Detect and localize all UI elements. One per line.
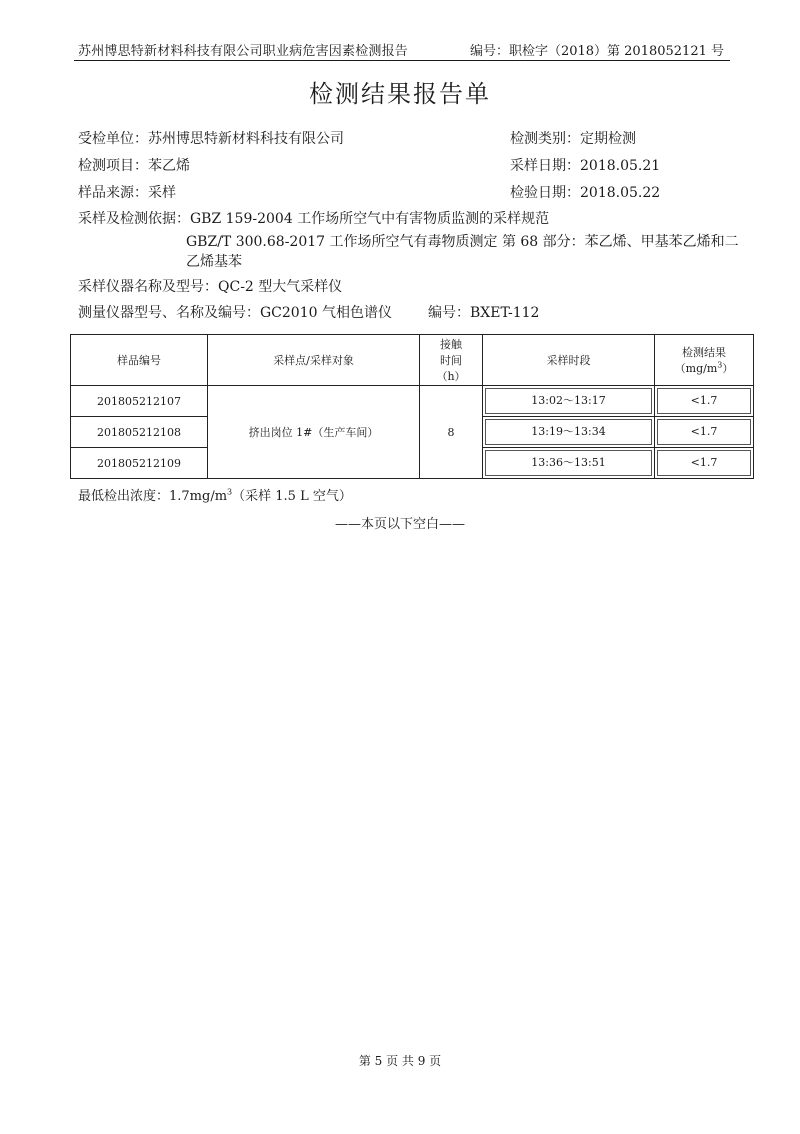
cell-sample-no: 201805212107	[71, 386, 208, 417]
min-conc-prefix: 最低检出浓度：1.7mg/m	[78, 489, 228, 504]
item-row	[78, 155, 190, 175]
sampler-label: 采样仪器名称及型号：	[78, 279, 218, 295]
item-label: 检测项目：	[78, 158, 148, 174]
category-value: 定期检测	[580, 131, 636, 147]
table-header-row	[71, 335, 754, 386]
min-conc-suffix: （采样 1.5 L 空气）	[232, 489, 352, 504]
header-divider	[74, 60, 730, 61]
header-period: 采样时段	[483, 335, 655, 386]
test-date-value: 2018.05.22	[580, 185, 661, 201]
item-value: 苯乙烯	[148, 158, 190, 174]
min-conc-sup: 3	[227, 487, 233, 497]
cell-contact-merged: 8	[420, 386, 483, 479]
cell-sample-no: 201805212109	[71, 448, 208, 479]
client-value: 苏州博思特新材料科技有限公司	[148, 131, 344, 147]
cell-period-text: 13:19～13:34	[485, 419, 652, 445]
header-point: 采样点/采样对象	[208, 335, 420, 386]
instrument-no-label: 编号：	[427, 305, 470, 321]
sample-date-value: 2018.05.21	[580, 158, 661, 174]
header-result-unit	[655, 360, 753, 376]
report-number: 编号：职检字（2018）第 2018052121 号	[469, 44, 724, 59]
instrument-no-value: BXET-112	[469, 305, 540, 321]
test-date-label: 检验日期：	[510, 185, 580, 201]
header-contact-line2: 时间	[440, 354, 462, 367]
cell-result-text: <1.7	[657, 419, 751, 445]
sample-date-row	[510, 155, 660, 175]
cell-result-text: <1.7	[657, 388, 751, 414]
min-detection-note	[78, 485, 352, 504]
basis-line-1: GBZ 159-2004 工作场所空气中有害物质监测的采样规范	[190, 211, 550, 227]
header-result-unit-text: （mg/m	[674, 362, 718, 375]
sample-date-label: 采样日期：	[510, 158, 580, 174]
test-date-row	[510, 182, 660, 202]
cell-period-text: 13:36～13:51	[485, 450, 652, 476]
table-row	[71, 386, 754, 417]
report-header-title: 苏州博思特新材料科技有限公司职业病危害因素检测报告	[78, 44, 409, 59]
client-row	[78, 128, 344, 148]
instrument-value: GC2010 气相色谱仪	[260, 305, 392, 321]
cell-period	[483, 417, 655, 448]
category-row	[510, 128, 636, 148]
cell-period	[483, 448, 655, 479]
source-label: 样品来源：	[78, 185, 148, 201]
category-label: 检测类别：	[510, 131, 580, 147]
results-table	[70, 334, 754, 479]
header-contact-line3: （h）	[436, 370, 466, 383]
header-sample-no: 样品编号	[71, 335, 208, 386]
cell-result	[655, 386, 754, 417]
page-title: 检测结果报告单	[309, 80, 491, 108]
header-result-unit-close: ）	[722, 362, 734, 375]
instrument-label: 测量仪器型号、名称及编号：	[78, 305, 260, 321]
blank-below-note: ——本页以下空白——	[334, 517, 465, 532]
cell-point-merged: 挤出岗位 1#（生产车间）	[208, 386, 420, 479]
header-contact-line1: 接触	[440, 338, 462, 351]
header-result-line1: 检测结果	[682, 346, 726, 359]
cell-period-text: 13:02～13:17	[485, 388, 652, 414]
sampler-row	[78, 276, 342, 296]
instrument-row	[78, 302, 539, 322]
cell-period	[483, 386, 655, 417]
header-contact-time	[420, 335, 483, 386]
header-result-unit-sup: 3	[717, 360, 723, 370]
cell-sample-no: 201805212108	[71, 417, 208, 448]
source-row	[78, 182, 176, 202]
cell-result	[655, 417, 754, 448]
basis-row	[78, 208, 549, 228]
source-value: 采样	[148, 185, 176, 201]
header-result	[655, 335, 754, 386]
cell-result-text: <1.7	[657, 450, 751, 476]
client-label: 受检单位：	[78, 131, 148, 147]
sampler-value: QC-2 型大气采样仪	[218, 279, 343, 295]
page-number: 第 5 页 共 9 页	[358, 1054, 442, 1068]
basis-line-2: GBZ/T 300.68-2017 工作场所空气有毒物质测定 第 68 部分：苯乙烯、甲基苯乙烯和二乙烯基苯	[186, 234, 739, 270]
basis-label: 采样及检测依据：	[78, 211, 190, 227]
cell-result	[655, 448, 754, 479]
